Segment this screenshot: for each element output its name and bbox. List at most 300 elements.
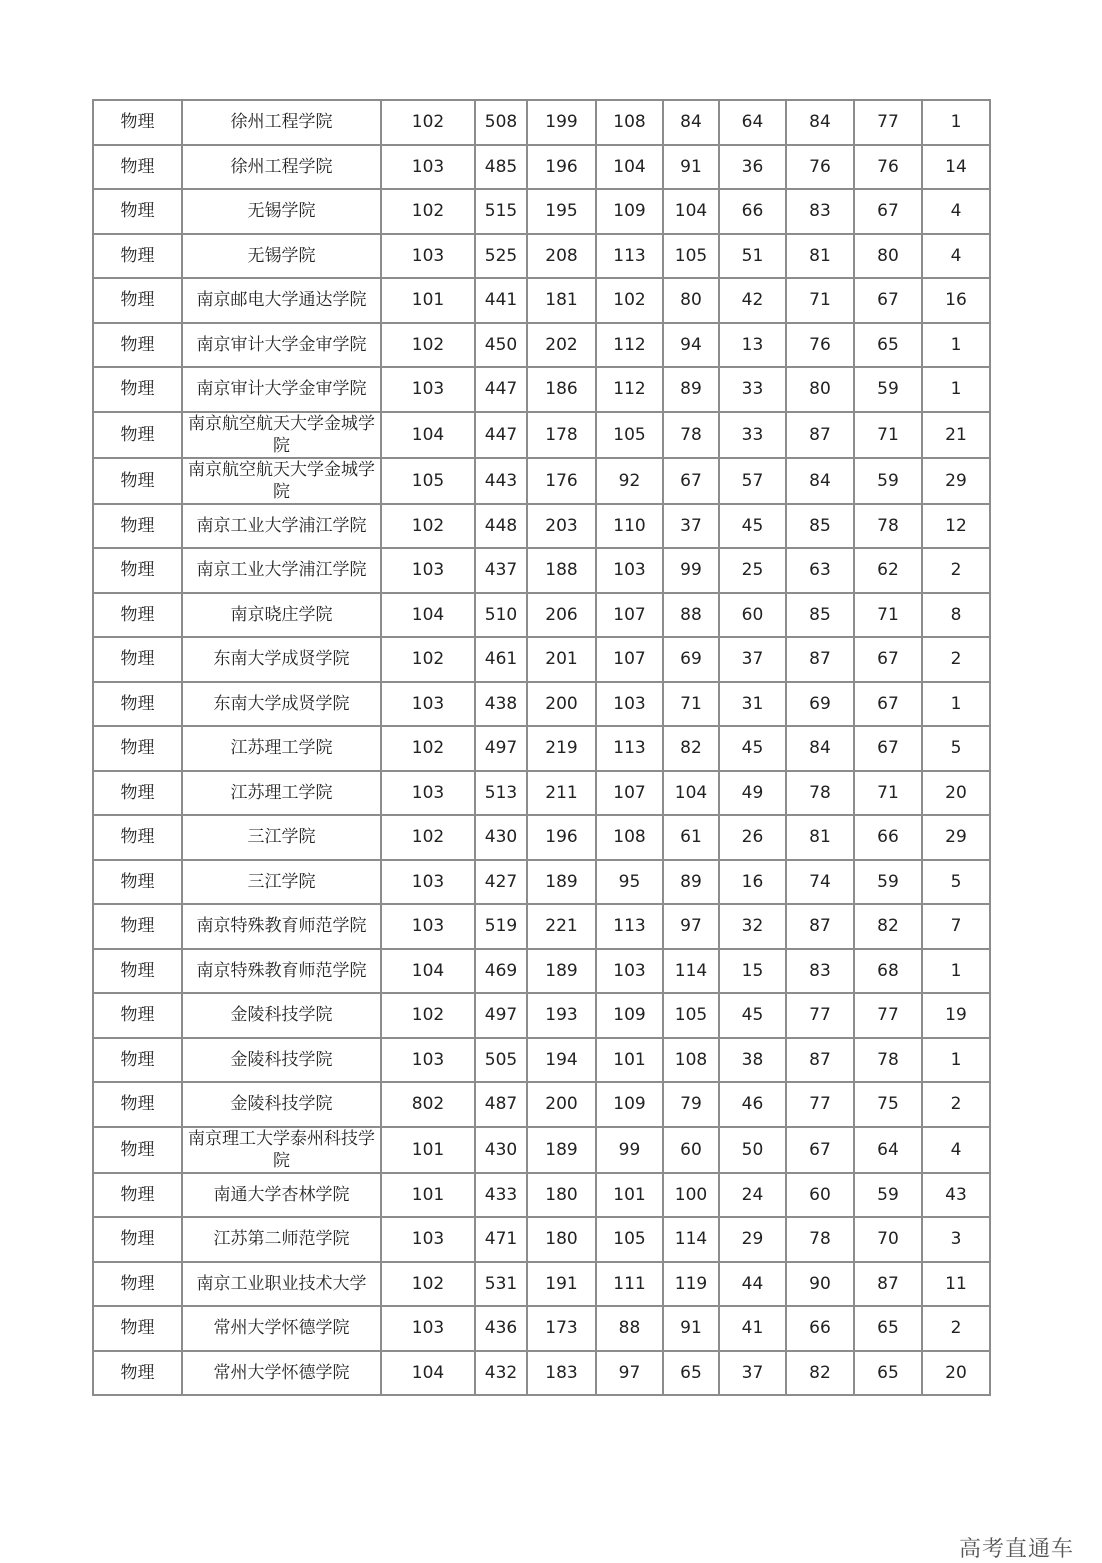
school-name-cell: 南通大学杏林学院 xyxy=(182,1173,381,1218)
score-c10-cell: 77 xyxy=(854,993,922,1038)
score-c7-cell: 119 xyxy=(663,1262,719,1307)
score-c5-cell: 221 xyxy=(527,904,596,949)
subject-cell: 物理 xyxy=(93,145,182,190)
score-c5-cell: 203 xyxy=(527,504,596,549)
table-row xyxy=(93,278,990,323)
count-cell: 21 xyxy=(922,412,990,458)
subject-cell: 物理 xyxy=(93,726,182,771)
score-c8-cell: 26 xyxy=(719,815,786,860)
score-total-cell: 436 xyxy=(475,1306,527,1351)
score-c9-cell: 90 xyxy=(786,1262,854,1307)
score-c5-cell: 201 xyxy=(527,637,596,682)
subject-cell: 物理 xyxy=(93,278,182,323)
score-c5-cell: 194 xyxy=(527,1038,596,1083)
score-c6-cell: 107 xyxy=(596,637,663,682)
score-total-cell: 513 xyxy=(475,771,527,816)
school-name-cell: 东南大学成贤学院 xyxy=(182,637,381,682)
table-row xyxy=(93,593,990,638)
score-c7-cell: 71 xyxy=(663,682,719,727)
table-row xyxy=(93,771,990,816)
score-c7-cell: 65 xyxy=(663,1351,719,1396)
score-total-cell: 447 xyxy=(475,412,527,458)
score-c5-cell: 189 xyxy=(527,1127,596,1173)
score-c5-cell: 219 xyxy=(527,726,596,771)
score-c6-cell: 108 xyxy=(596,100,663,145)
school-name-cell: 江苏第二师范学院 xyxy=(182,1217,381,1262)
score-c8-cell: 38 xyxy=(719,1038,786,1083)
score-c8-cell: 42 xyxy=(719,278,786,323)
subject-cell: 物理 xyxy=(93,1127,182,1173)
score-c9-cell: 67 xyxy=(786,1127,854,1173)
score-total-cell: 430 xyxy=(475,1127,527,1173)
score-c7-cell: 84 xyxy=(663,100,719,145)
school-name-cell: 无锡学院 xyxy=(182,234,381,279)
score-c5-cell: 180 xyxy=(527,1173,596,1218)
table-row xyxy=(93,1173,990,1218)
score-c7-cell: 99 xyxy=(663,548,719,593)
school-name-cell: 徐州工程学院 xyxy=(182,100,381,145)
score-c10-cell: 77 xyxy=(854,100,922,145)
score-c6-cell: 109 xyxy=(596,1082,663,1127)
score-c10-cell: 87 xyxy=(854,1262,922,1307)
score-c6-cell: 92 xyxy=(596,458,663,504)
major-group-cell: 104 xyxy=(381,949,475,994)
major-group-cell: 102 xyxy=(381,189,475,234)
school-name-cell: 南京工业大学浦江学院 xyxy=(182,504,381,549)
subject-cell: 物理 xyxy=(93,993,182,1038)
count-cell: 20 xyxy=(922,771,990,816)
subject-cell: 物理 xyxy=(93,1351,182,1396)
watermark-text: 高考直通车 xyxy=(958,1537,1074,1562)
score-c9-cell: 82 xyxy=(786,1351,854,1396)
table-body xyxy=(93,100,990,1395)
score-c9-cell: 78 xyxy=(786,1217,854,1262)
score-c8-cell: 64 xyxy=(719,100,786,145)
subject-cell: 物理 xyxy=(93,904,182,949)
major-group-cell: 103 xyxy=(381,548,475,593)
major-group-cell: 103 xyxy=(381,1217,475,1262)
score-c5-cell: 206 xyxy=(527,593,596,638)
score-c9-cell: 84 xyxy=(786,100,854,145)
score-total-cell: 450 xyxy=(475,323,527,368)
score-c5-cell: 193 xyxy=(527,993,596,1038)
score-total-cell: 505 xyxy=(475,1038,527,1083)
major-group-cell: 103 xyxy=(381,904,475,949)
major-group-cell: 103 xyxy=(381,771,475,816)
subject-cell: 物理 xyxy=(93,1262,182,1307)
score-c7-cell: 69 xyxy=(663,637,719,682)
subject-cell: 物理 xyxy=(93,1173,182,1218)
score-c6-cell: 109 xyxy=(596,189,663,234)
score-c9-cell: 60 xyxy=(786,1173,854,1218)
score-c9-cell: 74 xyxy=(786,860,854,905)
subject-cell: 物理 xyxy=(93,593,182,638)
count-cell: 11 xyxy=(922,1262,990,1307)
score-c5-cell: 178 xyxy=(527,412,596,458)
score-c5-cell: 199 xyxy=(527,100,596,145)
school-name-cell: 三江学院 xyxy=(182,815,381,860)
count-cell: 20 xyxy=(922,1351,990,1396)
score-c8-cell: 37 xyxy=(719,637,786,682)
score-c8-cell: 13 xyxy=(719,323,786,368)
score-c10-cell: 59 xyxy=(854,1173,922,1218)
school-name-cell: 南京审计大学金审学院 xyxy=(182,367,381,412)
score-c10-cell: 67 xyxy=(854,189,922,234)
school-name-cell: 南京晓庄学院 xyxy=(182,593,381,638)
subject-cell: 物理 xyxy=(93,860,182,905)
count-cell: 2 xyxy=(922,637,990,682)
score-c7-cell: 114 xyxy=(663,1217,719,1262)
score-c5-cell: 173 xyxy=(527,1306,596,1351)
score-c7-cell: 114 xyxy=(663,949,719,994)
major-group-cell: 103 xyxy=(381,234,475,279)
score-c7-cell: 67 xyxy=(663,458,719,504)
score-c6-cell: 109 xyxy=(596,993,663,1038)
table-row xyxy=(93,1262,990,1307)
score-total-cell: 430 xyxy=(475,815,527,860)
count-cell: 4 xyxy=(922,1127,990,1173)
count-cell: 2 xyxy=(922,1306,990,1351)
table-row xyxy=(93,1351,990,1396)
score-c8-cell: 50 xyxy=(719,1127,786,1173)
major-group-cell: 102 xyxy=(381,726,475,771)
score-c9-cell: 76 xyxy=(786,145,854,190)
count-cell: 29 xyxy=(922,815,990,860)
score-total-cell: 443 xyxy=(475,458,527,504)
count-cell: 1 xyxy=(922,1038,990,1083)
table-row xyxy=(93,993,990,1038)
score-c6-cell: 102 xyxy=(596,278,663,323)
score-c8-cell: 16 xyxy=(719,860,786,905)
count-cell: 43 xyxy=(922,1173,990,1218)
score-c9-cell: 87 xyxy=(786,412,854,458)
score-c10-cell: 78 xyxy=(854,1038,922,1083)
table-row xyxy=(93,100,990,145)
score-total-cell: 469 xyxy=(475,949,527,994)
score-c9-cell: 81 xyxy=(786,815,854,860)
score-c9-cell: 76 xyxy=(786,323,854,368)
table-row xyxy=(93,860,990,905)
score-c8-cell: 41 xyxy=(719,1306,786,1351)
score-c7-cell: 61 xyxy=(663,815,719,860)
score-c7-cell: 60 xyxy=(663,1127,719,1173)
score-c10-cell: 64 xyxy=(854,1127,922,1173)
score-c10-cell: 75 xyxy=(854,1082,922,1127)
score-c9-cell: 71 xyxy=(786,278,854,323)
major-group-cell: 105 xyxy=(381,458,475,504)
score-c9-cell: 85 xyxy=(786,504,854,549)
table-row xyxy=(93,949,990,994)
score-c7-cell: 79 xyxy=(663,1082,719,1127)
score-c10-cell: 59 xyxy=(854,860,922,905)
score-c7-cell: 91 xyxy=(663,145,719,190)
school-name-cell: 江苏理工学院 xyxy=(182,726,381,771)
school-name-cell: 金陵科技学院 xyxy=(182,1082,381,1127)
score-c10-cell: 59 xyxy=(854,458,922,504)
score-c10-cell: 67 xyxy=(854,726,922,771)
score-c5-cell: 189 xyxy=(527,949,596,994)
score-c6-cell: 110 xyxy=(596,504,663,549)
score-c7-cell: 78 xyxy=(663,412,719,458)
subject-cell: 物理 xyxy=(93,1217,182,1262)
score-c5-cell: 186 xyxy=(527,367,596,412)
table-row xyxy=(93,904,990,949)
score-c8-cell: 36 xyxy=(719,145,786,190)
score-c10-cell: 65 xyxy=(854,1306,922,1351)
count-cell: 14 xyxy=(922,145,990,190)
major-group-cell: 102 xyxy=(381,504,475,549)
score-c5-cell: 188 xyxy=(527,548,596,593)
count-cell: 1 xyxy=(922,100,990,145)
major-group-cell: 103 xyxy=(381,682,475,727)
score-total-cell: 510 xyxy=(475,593,527,638)
score-c10-cell: 67 xyxy=(854,637,922,682)
score-c9-cell: 80 xyxy=(786,367,854,412)
count-cell: 5 xyxy=(922,726,990,771)
score-c9-cell: 77 xyxy=(786,1082,854,1127)
table-row xyxy=(93,323,990,368)
score-c8-cell: 31 xyxy=(719,682,786,727)
admission-score-table xyxy=(92,99,991,1396)
score-c10-cell: 59 xyxy=(854,367,922,412)
score-c6-cell: 112 xyxy=(596,367,663,412)
score-c6-cell: 107 xyxy=(596,593,663,638)
score-total-cell: 531 xyxy=(475,1262,527,1307)
count-cell: 16 xyxy=(922,278,990,323)
score-c6-cell: 111 xyxy=(596,1262,663,1307)
count-cell: 1 xyxy=(922,682,990,727)
table-row xyxy=(93,637,990,682)
score-c7-cell: 105 xyxy=(663,993,719,1038)
subject-cell: 物理 xyxy=(93,771,182,816)
count-cell: 12 xyxy=(922,504,990,549)
score-c9-cell: 66 xyxy=(786,1306,854,1351)
score-c6-cell: 95 xyxy=(596,860,663,905)
table-row xyxy=(93,189,990,234)
score-c9-cell: 77 xyxy=(786,993,854,1038)
score-c7-cell: 89 xyxy=(663,860,719,905)
score-c10-cell: 62 xyxy=(854,548,922,593)
score-c5-cell: 176 xyxy=(527,458,596,504)
score-total-cell: 448 xyxy=(475,504,527,549)
count-cell: 2 xyxy=(922,548,990,593)
score-c10-cell: 71 xyxy=(854,593,922,638)
score-c8-cell: 46 xyxy=(719,1082,786,1127)
score-c8-cell: 51 xyxy=(719,234,786,279)
score-c8-cell: 15 xyxy=(719,949,786,994)
table-row xyxy=(93,1038,990,1083)
score-c9-cell: 69 xyxy=(786,682,854,727)
table-row xyxy=(93,1217,990,1262)
subject-cell: 物理 xyxy=(93,1082,182,1127)
score-c8-cell: 25 xyxy=(719,548,786,593)
major-group-cell: 102 xyxy=(381,993,475,1038)
subject-cell: 物理 xyxy=(93,234,182,279)
school-name-cell: 南京邮电大学通达学院 xyxy=(182,278,381,323)
score-c6-cell: 113 xyxy=(596,726,663,771)
score-c7-cell: 105 xyxy=(663,234,719,279)
score-c9-cell: 78 xyxy=(786,771,854,816)
score-c10-cell: 67 xyxy=(854,682,922,727)
score-c9-cell: 87 xyxy=(786,1038,854,1083)
major-group-cell: 802 xyxy=(381,1082,475,1127)
score-c10-cell: 82 xyxy=(854,904,922,949)
school-name-cell: 常州大学怀德学院 xyxy=(182,1351,381,1396)
score-c5-cell: 200 xyxy=(527,682,596,727)
score-c8-cell: 32 xyxy=(719,904,786,949)
score-total-cell: 441 xyxy=(475,278,527,323)
score-c10-cell: 67 xyxy=(854,278,922,323)
score-total-cell: 497 xyxy=(475,993,527,1038)
subject-cell: 物理 xyxy=(93,637,182,682)
score-c9-cell: 81 xyxy=(786,234,854,279)
score-c6-cell: 108 xyxy=(596,815,663,860)
school-name-cell: 南京特殊教育师范学院 xyxy=(182,904,381,949)
major-group-cell: 104 xyxy=(381,593,475,638)
subject-cell: 物理 xyxy=(93,323,182,368)
count-cell: 2 xyxy=(922,1082,990,1127)
score-c8-cell: 57 xyxy=(719,458,786,504)
score-c5-cell: 202 xyxy=(527,323,596,368)
subject-cell: 物理 xyxy=(93,412,182,458)
score-c9-cell: 84 xyxy=(786,458,854,504)
score-c6-cell: 113 xyxy=(596,904,663,949)
score-total-cell: 519 xyxy=(475,904,527,949)
score-c9-cell: 85 xyxy=(786,593,854,638)
school-name-cell: 金陵科技学院 xyxy=(182,1038,381,1083)
subject-cell: 物理 xyxy=(93,100,182,145)
score-c7-cell: 97 xyxy=(663,904,719,949)
subject-cell: 物理 xyxy=(93,815,182,860)
major-group-cell: 102 xyxy=(381,100,475,145)
score-c7-cell: 100 xyxy=(663,1173,719,1218)
score-c7-cell: 104 xyxy=(663,771,719,816)
table-row xyxy=(93,458,990,504)
score-c5-cell: 183 xyxy=(527,1351,596,1396)
score-total-cell: 515 xyxy=(475,189,527,234)
score-c6-cell: 88 xyxy=(596,1306,663,1351)
subject-cell: 物理 xyxy=(93,682,182,727)
score-c10-cell: 66 xyxy=(854,815,922,860)
school-name-cell: 徐州工程学院 xyxy=(182,145,381,190)
score-c6-cell: 103 xyxy=(596,949,663,994)
table-row xyxy=(93,726,990,771)
score-c9-cell: 83 xyxy=(786,189,854,234)
score-c6-cell: 112 xyxy=(596,323,663,368)
score-c7-cell: 94 xyxy=(663,323,719,368)
count-cell: 8 xyxy=(922,593,990,638)
major-group-cell: 103 xyxy=(381,367,475,412)
table-row xyxy=(93,815,990,860)
score-c9-cell: 83 xyxy=(786,949,854,994)
major-group-cell: 102 xyxy=(381,1262,475,1307)
count-cell: 1 xyxy=(922,323,990,368)
score-c7-cell: 82 xyxy=(663,726,719,771)
major-group-cell: 101 xyxy=(381,1127,475,1173)
score-total-cell: 437 xyxy=(475,548,527,593)
score-c9-cell: 87 xyxy=(786,904,854,949)
school-name-cell: 常州大学怀德学院 xyxy=(182,1306,381,1351)
table-row xyxy=(93,1082,990,1127)
score-c7-cell: 89 xyxy=(663,367,719,412)
count-cell: 1 xyxy=(922,949,990,994)
score-c5-cell: 196 xyxy=(527,815,596,860)
major-group-cell: 103 xyxy=(381,145,475,190)
major-group-cell: 103 xyxy=(381,860,475,905)
score-c5-cell: 200 xyxy=(527,1082,596,1127)
score-c6-cell: 101 xyxy=(596,1173,663,1218)
school-name-cell: 南京工业职业技术大学 xyxy=(182,1262,381,1307)
score-c10-cell: 65 xyxy=(854,1351,922,1396)
score-c6-cell: 105 xyxy=(596,1217,663,1262)
major-group-cell: 102 xyxy=(381,637,475,682)
subject-cell: 物理 xyxy=(93,504,182,549)
major-group-cell: 101 xyxy=(381,1173,475,1218)
table-row xyxy=(93,1127,990,1173)
table-row xyxy=(93,682,990,727)
score-c8-cell: 33 xyxy=(719,367,786,412)
table-row xyxy=(93,234,990,279)
score-c9-cell: 87 xyxy=(786,637,854,682)
school-name-cell: 南京理工大学泰州科技学院 xyxy=(182,1127,381,1173)
score-c10-cell: 68 xyxy=(854,949,922,994)
count-cell: 4 xyxy=(922,189,990,234)
count-cell: 4 xyxy=(922,234,990,279)
score-c8-cell: 24 xyxy=(719,1173,786,1218)
score-total-cell: 461 xyxy=(475,637,527,682)
score-c6-cell: 99 xyxy=(596,1127,663,1173)
count-cell: 19 xyxy=(922,993,990,1038)
score-c10-cell: 70 xyxy=(854,1217,922,1262)
score-c7-cell: 37 xyxy=(663,504,719,549)
count-cell: 1 xyxy=(922,367,990,412)
score-c5-cell: 195 xyxy=(527,189,596,234)
score-total-cell: 438 xyxy=(475,682,527,727)
score-c6-cell: 107 xyxy=(596,771,663,816)
school-name-cell: 金陵科技学院 xyxy=(182,993,381,1038)
score-c5-cell: 181 xyxy=(527,278,596,323)
score-c8-cell: 37 xyxy=(719,1351,786,1396)
table-row xyxy=(93,548,990,593)
score-c10-cell: 76 xyxy=(854,145,922,190)
score-c5-cell: 180 xyxy=(527,1217,596,1262)
score-total-cell: 525 xyxy=(475,234,527,279)
subject-cell: 物理 xyxy=(93,1038,182,1083)
score-c7-cell: 91 xyxy=(663,1306,719,1351)
score-c5-cell: 208 xyxy=(527,234,596,279)
score-c7-cell: 108 xyxy=(663,1038,719,1083)
table-row xyxy=(93,145,990,190)
score-total-cell: 447 xyxy=(475,367,527,412)
school-name-cell: 江苏理工学院 xyxy=(182,771,381,816)
table-row xyxy=(93,367,990,412)
school-name-cell: 南京审计大学金审学院 xyxy=(182,323,381,368)
table-row xyxy=(93,1306,990,1351)
score-c7-cell: 88 xyxy=(663,593,719,638)
score-total-cell: 427 xyxy=(475,860,527,905)
count-cell: 5 xyxy=(922,860,990,905)
school-name-cell: 东南大学成贤学院 xyxy=(182,682,381,727)
major-group-cell: 101 xyxy=(381,278,475,323)
count-cell: 3 xyxy=(922,1217,990,1262)
score-c8-cell: 60 xyxy=(719,593,786,638)
score-c10-cell: 80 xyxy=(854,234,922,279)
table-row xyxy=(93,504,990,549)
major-group-cell: 103 xyxy=(381,1038,475,1083)
score-c8-cell: 33 xyxy=(719,412,786,458)
score-c5-cell: 191 xyxy=(527,1262,596,1307)
score-c6-cell: 103 xyxy=(596,682,663,727)
